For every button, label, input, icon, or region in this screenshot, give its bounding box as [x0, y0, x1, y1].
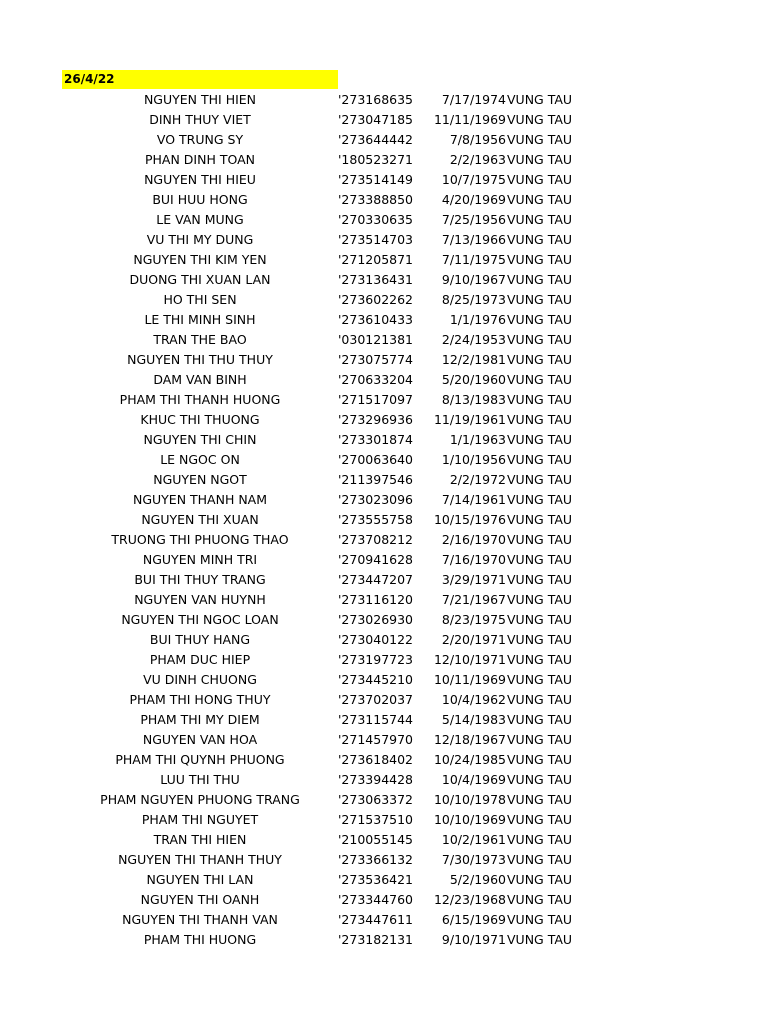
id-cell[interactable]: '273610433 [338, 312, 414, 327]
dob-cell[interactable]: 7/17/1974 [441, 92, 506, 107]
table-row [0, 770, 768, 790]
name-cell[interactable]: LE NGOC ON [160, 452, 240, 467]
name-cell[interactable]: PHAM THI THANH HUONG [119, 392, 281, 407]
place-cell[interactable]: VUNG TAU [507, 592, 573, 607]
place-cell[interactable]: VUNG TAU [507, 292, 573, 307]
id-cell[interactable]: '273394428 [338, 772, 414, 787]
table-row [0, 790, 768, 810]
place-cell[interactable]: VUNG TAU [507, 252, 573, 267]
place-cell[interactable]: VUNG TAU [507, 752, 573, 767]
place-cell[interactable]: VUNG TAU [507, 892, 573, 907]
id-cell[interactable]: '211397546 [338, 472, 414, 487]
place-cell[interactable]: VUNG TAU [507, 472, 573, 487]
id-cell[interactable]: '273708212 [338, 532, 414, 547]
name-cell[interactable]: PHAM THI NGUYET [141, 812, 259, 827]
dob-cell[interactable]: 2/24/1953 [441, 332, 506, 347]
dob-cell[interactable]: 3/29/1971 [441, 572, 506, 587]
id-cell[interactable]: '273136431 [338, 272, 414, 287]
dob-cell[interactable]: 7/21/1967 [441, 592, 506, 607]
place-cell[interactable]: VUNG TAU [507, 132, 573, 147]
dob-cell[interactable]: 8/25/1973 [441, 292, 506, 307]
place-cell[interactable]: VUNG TAU [507, 312, 573, 327]
id-cell[interactable]: '273366132 [338, 852, 414, 867]
place-cell[interactable]: VUNG TAU [507, 792, 573, 807]
id-cell[interactable]: '273047185 [338, 112, 414, 127]
table-row [0, 890, 768, 910]
id-cell[interactable]: '273447611 [338, 912, 414, 927]
name-cell[interactable]: PHAM NGUYEN PHUONG TRANG [100, 792, 300, 807]
dob-cell[interactable]: 8/23/1975 [441, 612, 506, 627]
dob-cell[interactable]: 5/14/1983 [441, 712, 506, 727]
id-cell[interactable]: '273182131 [338, 932, 414, 947]
dob-cell[interactable]: 2/2/1972 [449, 472, 506, 487]
table-row [0, 150, 768, 170]
dob-cell[interactable]: 7/16/1970 [441, 552, 506, 567]
id-cell[interactable]: '270633204 [338, 372, 414, 387]
id-cell[interactable]: '273644442 [338, 132, 414, 147]
dob-cell[interactable]: 5/20/1960 [441, 372, 506, 387]
id-cell[interactable]: '210055145 [338, 832, 414, 847]
dob-cell[interactable]: 10/2/1961 [441, 832, 506, 847]
name-cell[interactable]: TRUONG THI PHUONG THAO [111, 532, 289, 547]
name-cell[interactable]: VU DINH CHUONG [143, 672, 257, 687]
name-cell[interactable]: VU THI MY DUNG [146, 232, 254, 247]
place-cell[interactable]: VUNG TAU [507, 932, 573, 947]
place-cell[interactable]: VUNG TAU [507, 492, 573, 507]
dob-cell[interactable]: 1/10/1956 [441, 452, 506, 467]
name-cell[interactable]: NGUYEN THI OANH [140, 892, 260, 907]
id-cell[interactable]: '273445210 [338, 672, 414, 687]
name-cell[interactable]: NGUYEN THI CHIN [143, 432, 257, 447]
dob-cell[interactable]: 4/20/1969 [441, 192, 506, 207]
place-cell[interactable]: VUNG TAU [507, 912, 573, 927]
table-row [0, 410, 768, 430]
table-row [0, 250, 768, 270]
dob-cell[interactable]: 7/25/1956 [441, 212, 506, 227]
dob-cell[interactable]: 12/23/1968 [433, 892, 506, 907]
table-row [0, 270, 768, 290]
name-cell[interactable]: TRAN THI HIEN [153, 832, 247, 847]
place-cell[interactable]: VUNG TAU [507, 692, 573, 707]
name-cell[interactable]: TRAN THE BAO [153, 332, 247, 347]
id-cell[interactable]: '273296936 [338, 412, 414, 427]
table-row [0, 490, 768, 510]
place-cell[interactable]: VUNG TAU [507, 152, 573, 167]
table-row [0, 670, 768, 690]
name-cell[interactable]: LE THI MINH SINH [144, 312, 256, 327]
dob-cell[interactable]: 10/10/1978 [433, 792, 506, 807]
dob-cell[interactable]: 10/15/1976 [433, 512, 506, 527]
table-row [0, 130, 768, 150]
name-cell[interactable]: DUONG THI XUAN LAN [129, 272, 271, 287]
place-cell[interactable]: VUNG TAU [507, 732, 573, 747]
name-cell[interactable]: NGUYEN THI XUAN [141, 512, 259, 527]
id-cell[interactable]: '270941628 [338, 552, 414, 567]
table-row [0, 650, 768, 670]
place-cell[interactable]: VUNG TAU [507, 452, 573, 467]
dob-cell[interactable]: 5/2/1960 [449, 872, 506, 887]
id-cell[interactable]: '273115744 [338, 712, 414, 727]
name-cell[interactable]: NGUYEN NGOT [153, 472, 247, 487]
place-cell[interactable]: VUNG TAU [507, 92, 573, 107]
name-cell[interactable]: NGUYEN VAN HOA [142, 732, 258, 747]
table-row [0, 330, 768, 350]
name-cell[interactable]: NGUYEN THI HIEN [143, 92, 257, 107]
place-cell[interactable]: VUNG TAU [507, 532, 573, 547]
id-cell[interactable]: '030121381 [338, 332, 414, 347]
dob-cell[interactable]: 2/20/1971 [441, 632, 506, 647]
place-cell[interactable]: VUNG TAU [507, 872, 573, 887]
date-cell[interactable]: 26/4/22 [62, 70, 338, 89]
place-cell[interactable]: VUNG TAU [507, 632, 573, 647]
dob-cell[interactable]: 2/2/1963 [449, 152, 506, 167]
name-cell[interactable]: BUI HUU HONG [152, 192, 248, 207]
id-cell[interactable]: '273075774 [338, 352, 414, 367]
table-row [0, 110, 768, 130]
place-cell[interactable]: VUNG TAU [507, 212, 573, 227]
table-row [0, 230, 768, 250]
dob-cell[interactable]: 10/11/1969 [433, 672, 506, 687]
table-row [0, 810, 768, 830]
id-cell[interactable]: '273702037 [338, 692, 414, 707]
table-row [0, 870, 768, 890]
id-cell[interactable]: '271205871 [338, 252, 414, 267]
table-row [0, 370, 768, 390]
place-cell[interactable]: VUNG TAU [507, 272, 573, 287]
place-cell[interactable]: VUNG TAU [507, 412, 573, 427]
table-row [0, 210, 768, 230]
table-row [0, 750, 768, 770]
place-cell[interactable]: VUNG TAU [507, 192, 573, 207]
id-cell[interactable]: '270063640 [338, 452, 414, 467]
id-cell[interactable]: '273063372 [338, 792, 414, 807]
id-cell[interactable]: '273023096 [338, 492, 414, 507]
id-cell[interactable]: '273388850 [338, 192, 414, 207]
id-cell[interactable]: '270330635 [338, 212, 414, 227]
name-cell[interactable]: NGUYEN THI LAN [146, 872, 254, 887]
table-row [0, 830, 768, 850]
table-row [0, 310, 768, 330]
place-cell[interactable]: VUNG TAU [507, 112, 573, 127]
table-row [0, 450, 768, 470]
spreadsheet [0, 70, 768, 950]
place-cell[interactable]: VUNG TAU [507, 712, 573, 727]
name-cell[interactable]: NGUYEN THI NGOC LOAN [121, 612, 279, 627]
id-cell[interactable]: '273555758 [338, 512, 414, 527]
id-cell[interactable]: '271457970 [338, 732, 414, 747]
id-cell[interactable]: '271537510 [338, 812, 414, 827]
dob-cell[interactable]: 12/10/1971 [433, 652, 506, 667]
name-cell[interactable]: NGUYEN THI KIM YEN [133, 252, 267, 267]
table-row [0, 350, 768, 370]
table-row [0, 550, 768, 570]
table-row [0, 910, 768, 930]
id-cell[interactable]: '273344760 [338, 892, 414, 907]
table-row [0, 390, 768, 410]
table-row [0, 190, 768, 210]
name-cell[interactable]: NGUYEN THI HIEU [144, 172, 256, 187]
table-row [0, 430, 768, 450]
name-cell[interactable]: NGUYEN THI THANH VAN [122, 912, 278, 927]
place-cell[interactable]: VUNG TAU [507, 672, 573, 687]
place-cell[interactable]: VUNG TAU [507, 372, 573, 387]
place-cell[interactable]: VUNG TAU [507, 232, 573, 247]
dob-cell[interactable]: 10/24/1985 [433, 752, 506, 767]
name-cell[interactable]: DINH THUY VIET [149, 112, 251, 127]
name-cell[interactable]: PHAM THI HONG THUY [129, 692, 271, 707]
table-body [0, 90, 768, 950]
table-row [0, 930, 768, 950]
dob-cell[interactable]: 7/11/1975 [441, 252, 506, 267]
name-cell[interactable]: NGUYEN THANH NAM [132, 492, 268, 507]
place-cell[interactable]: VUNG TAU [507, 552, 573, 567]
name-cell[interactable]: LUU THI THU [160, 772, 240, 787]
id-cell[interactable]: '273514703 [338, 232, 414, 247]
name-cell[interactable]: VO TRUNG SY [156, 132, 244, 147]
header-row [0, 70, 768, 90]
dob-cell[interactable]: 10/10/1969 [433, 812, 506, 827]
id-cell[interactable]: '273026930 [338, 612, 414, 627]
dob-cell[interactable]: 7/14/1961 [441, 492, 506, 507]
dob-cell[interactable]: 9/10/1971 [441, 932, 506, 947]
dob-cell[interactable]: 1/1/1963 [449, 432, 506, 447]
dob-cell[interactable]: 12/2/1981 [441, 352, 506, 367]
id-cell[interactable]: '273447207 [338, 572, 414, 587]
place-cell[interactable]: VUNG TAU [507, 612, 573, 627]
dob-cell[interactable]: 6/15/1969 [441, 912, 506, 927]
name-cell[interactable]: NGUYEN THI THANH THUY [118, 852, 282, 867]
dob-cell[interactable]: 7/13/1966 [441, 232, 506, 247]
table-row [0, 470, 768, 490]
id-cell[interactable]: '180523271 [338, 152, 414, 167]
name-cell[interactable]: HO THI SEN [163, 292, 237, 307]
id-cell[interactable]: '273618402 [338, 752, 414, 767]
id-cell[interactable]: '273602262 [338, 292, 414, 307]
name-cell[interactable]: KHUC THI THUONG [140, 412, 260, 427]
name-cell[interactable]: PHAM THI QUYNH PHUONG [115, 752, 285, 767]
table-row [0, 630, 768, 650]
dob-cell[interactable]: 1/1/1976 [449, 312, 506, 327]
name-cell[interactable]: PHAM THI MY DIEM [140, 712, 260, 727]
id-cell[interactable]: '273040122 [338, 632, 414, 647]
table-row [0, 730, 768, 750]
dob-cell[interactable]: 7/8/1956 [449, 132, 506, 147]
table-row [0, 850, 768, 870]
place-cell[interactable]: VUNG TAU [507, 772, 573, 787]
dob-cell[interactable]: 10/4/1969 [441, 772, 506, 787]
place-cell[interactable]: VUNG TAU [507, 652, 573, 667]
dob-cell[interactable]: 9/10/1967 [441, 272, 506, 287]
name-cell[interactable]: NGUYEN THI THU THUY [127, 352, 273, 367]
place-cell[interactable]: VUNG TAU [507, 832, 573, 847]
place-cell[interactable]: VUNG TAU [507, 392, 573, 407]
dob-cell[interactable]: 8/13/1983 [441, 392, 506, 407]
place-cell[interactable]: VUNG TAU [507, 812, 573, 827]
dob-cell[interactable]: 10/7/1975 [441, 172, 506, 187]
place-cell[interactable]: VUNG TAU [507, 172, 573, 187]
table-row [0, 610, 768, 630]
name-cell[interactable]: DAM VAN BINH [153, 372, 247, 387]
dob-cell[interactable]: 11/11/1969 [433, 112, 506, 127]
id-cell[interactable]: '273168635 [338, 92, 414, 107]
table-row [0, 290, 768, 310]
table-row [0, 590, 768, 610]
name-cell[interactable]: NGUYEN VAN HUYNH [134, 592, 266, 607]
table-row [0, 530, 768, 550]
place-cell[interactable]: VUNG TAU [507, 512, 573, 527]
place-cell[interactable]: VUNG TAU [507, 572, 573, 587]
place-cell[interactable]: VUNG TAU [507, 432, 573, 447]
name-cell[interactable]: PHAN DINH TOAN [144, 152, 255, 167]
table-row [0, 90, 768, 110]
dob-cell[interactable]: 12/18/1967 [433, 732, 506, 747]
table-row [0, 570, 768, 590]
id-cell[interactable]: '273197723 [338, 652, 414, 667]
id-cell[interactable]: '273116120 [338, 592, 414, 607]
dob-cell[interactable]: 11/19/1961 [433, 412, 506, 427]
name-cell[interactable]: PHAM DUC HIEP [149, 652, 251, 667]
place-cell[interactable]: VUNG TAU [507, 352, 573, 367]
table-row [0, 710, 768, 730]
name-cell[interactable]: BUI THI THUY TRANG [134, 572, 266, 587]
id-cell[interactable]: '273536421 [338, 872, 414, 887]
name-cell[interactable]: BUI THUY HANG [149, 632, 251, 647]
table-row [0, 170, 768, 190]
id-cell[interactable]: '273301874 [338, 432, 414, 447]
place-cell[interactable]: VUNG TAU [507, 852, 573, 867]
place-cell[interactable]: VUNG TAU [507, 332, 573, 347]
name-cell[interactable]: PHAM THI HUONG [143, 932, 257, 947]
dob-cell[interactable]: 2/16/1970 [441, 532, 506, 547]
id-cell[interactable]: '271517097 [338, 392, 414, 407]
dob-cell[interactable]: 10/4/1962 [441, 692, 506, 707]
id-cell[interactable]: '273514149 [338, 172, 414, 187]
table-row [0, 690, 768, 710]
table-row [0, 510, 768, 530]
name-cell[interactable]: NGUYEN MINH TRI [142, 552, 258, 567]
dob-cell[interactable]: 7/30/1973 [441, 852, 506, 867]
name-cell[interactable]: LE VAN MUNG [156, 212, 244, 227]
